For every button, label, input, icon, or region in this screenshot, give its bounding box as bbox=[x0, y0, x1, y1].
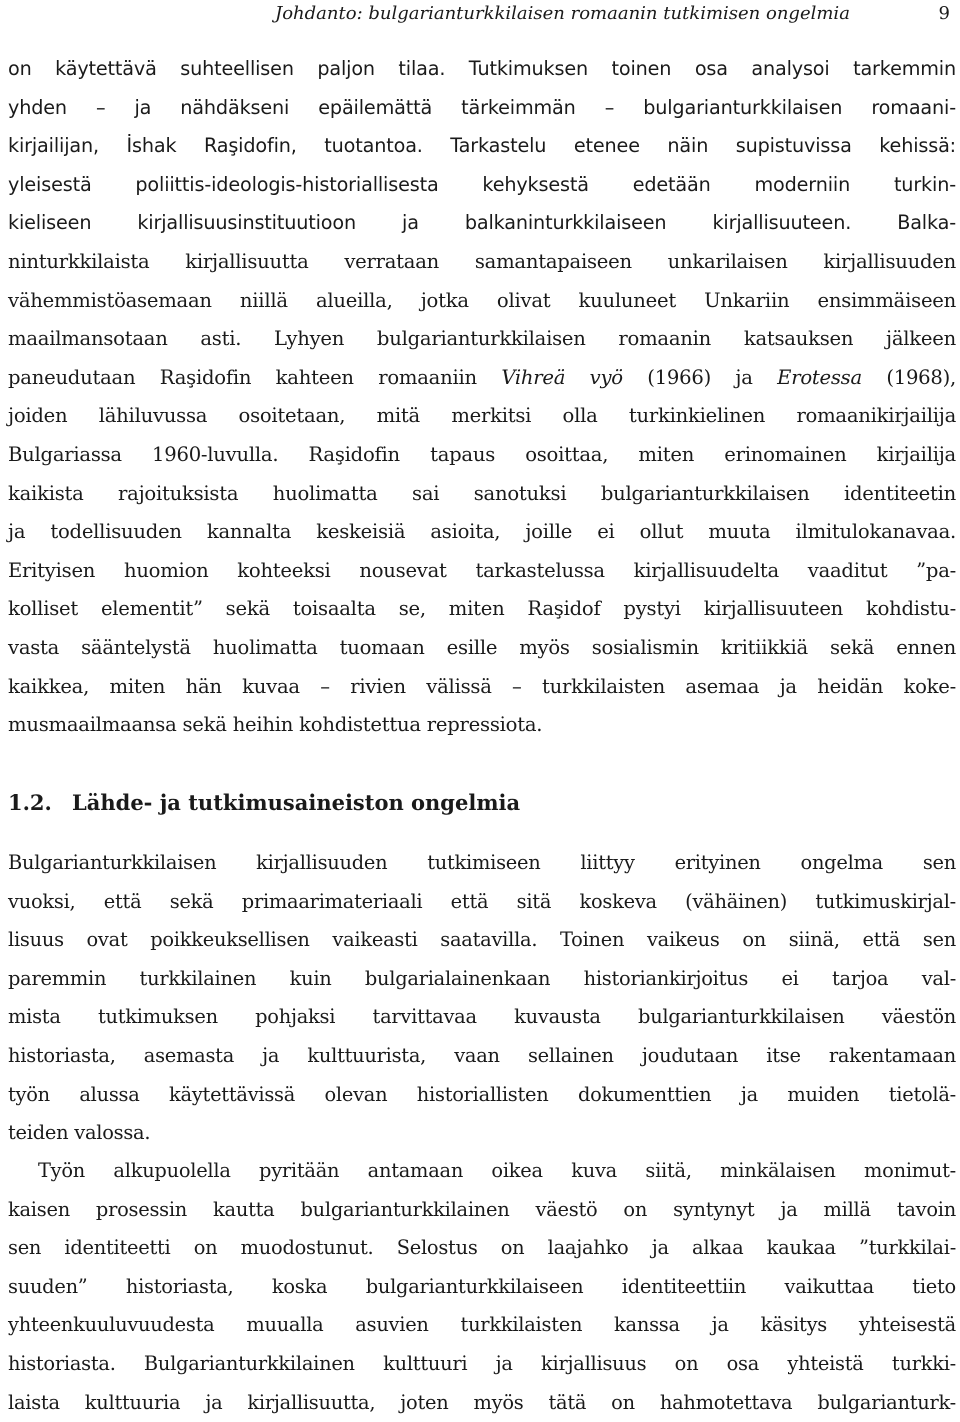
section-paragraph-2 bbox=[8, 1152, 956, 1422]
text-line: ninturkkilaista kirjallisuutta verrataan samantapaiseen unkarilaisen kirjallisuuden bbox=[8, 250, 956, 273]
text-line: kolliset elementit” sekä toisaalta se, miten Raşidof pystyi kirjallisuuteen kohdistu- bbox=[8, 597, 956, 621]
text-line: historiasta, asemasta ja kulttuurista, vaan sellainen joudutaan itse rakentamaan bbox=[8, 1043, 956, 1067]
intro-paragraph bbox=[8, 50, 956, 243]
text-line: kaikkea, miten hän kuvaa – rivien välissä – turkkilaisten asemaa ja heidän koke- bbox=[8, 674, 956, 698]
text-line: lisuus ovat poikkeuksellisen vaikeasti saatavilla. Toinen vaikeus on siinä, että sen bbox=[8, 928, 956, 952]
text-line: mista tutkimuksen pohjaksi tarvittavaa kuvausta bulgarianturkkilaisen väestön bbox=[8, 1005, 956, 1029]
text-line: Työn alkupuolella pyritään antamaan oikea kuva siitä, minkälaisen monimut- bbox=[38, 1159, 956, 1182]
text-line: sen identiteetti on muodostunut. Selostus on laajahko ja alkaa kaukaa ”turkkilai- bbox=[8, 1236, 956, 1260]
section-number: 1.2. bbox=[8, 790, 52, 815]
text-line: laista kulttuuria ja kirjallisuutta, joten myös tätä on hahmotettava bulgarianturk- bbox=[8, 1390, 956, 1414]
text-line: yhteenkuuluvuudesta muualla asuvien turkkilaisten kanssa ja käsitys yhteisestä bbox=[8, 1313, 956, 1337]
running-title: Johdanto: bulgarianturkkilaisen romaanin tutkimisen ongelmia bbox=[275, 3, 850, 24]
text-line: Erityisen huomion kohteeksi nousevat tarkastelussa kirjallisuudelta vaaditut ”pa- bbox=[8, 558, 956, 582]
page-number: 9 bbox=[938, 3, 950, 24]
text-line: vasta sääntelystä huolimatta tuomaan esille myös sosialismin kritiikkiä sekä ennen bbox=[8, 635, 956, 659]
text-line-with-titles bbox=[8, 359, 956, 398]
text-line: ja todellisuuden kannalta keskeisiä asioita, joille ei ollut muuta ilmitulokanavaa. bbox=[8, 520, 956, 544]
page-header bbox=[0, 0, 960, 30]
text-line: Bulgariassa 1960-luvulla. Raşidofin tapaus osoittaa, miten erinomainen kirjailija bbox=[8, 442, 956, 466]
body-paragraph bbox=[8, 243, 956, 745]
book-title: Vihreä vyö bbox=[501, 365, 623, 389]
book-title: Erotessa bbox=[777, 365, 862, 389]
section-heading bbox=[8, 783, 520, 823]
text-line: on käytettävä suhteellisen paljon tilaa. Tutkimuksen toinen osa analysoi tarkemmin bbox=[8, 57, 956, 80]
text-line: vuoksi, että sekä primaarimateriaali että sitä koskeva (vähäinen) tutkimuskirjal- bbox=[8, 889, 956, 913]
text-line: yhden – ja nähdäkseni epäilemättä tärkeimmän – bulgarianturkkilaisen romaani- bbox=[8, 95, 956, 119]
text-line: joiden lähiluvussa osoitetaan, mitä merkitsi olla turkinkielinen romaanikirjailija bbox=[8, 404, 956, 428]
text-line: vähemmistöasemaan niillä alueilla, jotka olivat kuuluneet Unkariin ensimmäiseen bbox=[8, 288, 956, 312]
text-line: kirjailijan, İshak Raşidofin, tuotantoa. Tarkastelu etenee näin supistuvissa kehissä: bbox=[8, 134, 956, 158]
text-line: historiasta. Bulgarianturkkilainen kulttuuri ja kirjallisuus on osa yhteistä turkki- bbox=[8, 1351, 956, 1375]
text-fragment: (1968), bbox=[861, 365, 956, 389]
text-line: maailmansotaan asti. Lyhyen bulgarianturkkilaisen romaanin katsauksen jälkeen bbox=[8, 327, 956, 351]
text-line: teiden valossa. bbox=[8, 1121, 151, 1145]
text-line: työn alussa käytettävissä olevan historiallisten dokumenttien ja muiden tietolä- bbox=[8, 1082, 956, 1106]
section-paragraph-1 bbox=[8, 844, 956, 1153]
text-line: yleisestä poliittis-ideologis-historiallisesta kehyksestä edetään moderniin turkin- bbox=[8, 172, 956, 196]
text-fragment: paneudutaan Raşidofin kahteen romaaniin bbox=[8, 365, 502, 389]
text-line: Bulgarianturkkilaisen kirjallisuuden tutkimiseen liittyy erityinen ongelma sen bbox=[8, 851, 956, 874]
text-line: kaisen prosessin kautta bulgarianturkkilainen väestö on syntynyt ja millä tavoin bbox=[8, 1197, 956, 1221]
text-line: kaikista rajoituksista huolimatta sai sanotuksi bulgarianturkkilaisen identiteetin bbox=[8, 481, 956, 505]
text-fragment: (1966) ja bbox=[622, 365, 778, 389]
section-title: Lähde- ja tutkimusaineiston ongelmia bbox=[72, 790, 521, 815]
text-line: paremmin turkkilainen kuin bulgarialainenkaan historiankirjoitus ei tarjoa val- bbox=[8, 966, 956, 990]
text-line: suuden” historiasta, koska bulgarianturkkilaiseen identiteettiin vaikuttaa tieto bbox=[8, 1274, 956, 1298]
text-line: kieliseen kirjallisuusinstituutioon ja balkaninturkkilaiseen kirjallisuuteen. Balka- bbox=[8, 211, 956, 235]
text-line: musmaailmaansa sekä heihin kohdistettua repressiota. bbox=[8, 713, 543, 737]
